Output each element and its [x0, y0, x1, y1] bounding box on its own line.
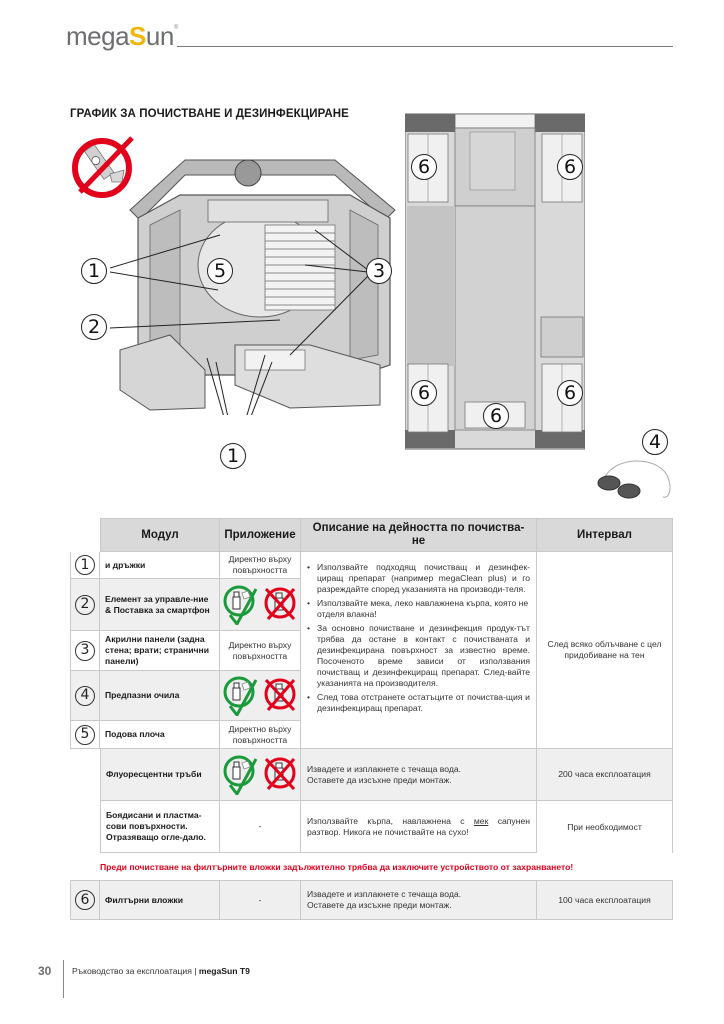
filters-description-line: Оставете да изсъхне преди монтаж.: [307, 900, 452, 910]
callout-2-control-element: 2: [81, 314, 107, 340]
row-number-cell: [70, 631, 100, 671]
row-number-cell: [70, 552, 100, 579]
description-bullet: • След това отстранете остатъците от почиства-щия и дезинфекциращ препарат.: [307, 692, 530, 714]
tubes-description-line: Оставете да изсъхне преди монтаж.: [307, 774, 452, 785]
product-name: megaSun T9: [198, 966, 250, 976]
callout-1-handles: 1: [81, 258, 107, 284]
callout-5-floor-plate: 5: [207, 258, 233, 284]
module-safety-goggles: Предпазни очила: [100, 671, 220, 721]
module-control-element: Елемент за управле-ние & Поставка за смартфон: [100, 579, 220, 631]
tubes-interval: 200 часа експлоатация: [537, 749, 673, 801]
filters-description: [301, 880, 537, 920]
item-number-2: 2: [75, 595, 95, 615]
item-number-6: 6: [75, 890, 95, 910]
application-direct: Директно върху повърхността: [220, 631, 301, 671]
logo-text-prefix: mega: [66, 21, 130, 51]
painted-description: [301, 801, 537, 853]
shared-description: [301, 552, 537, 749]
registered-mark: ®: [173, 25, 178, 31]
row-number-cell: [70, 880, 100, 920]
megasun-logo: [66, 21, 178, 52]
section-title: ГРАФИК ЗА ПОЧИСТВАНЕ И ДЕЗИНФЕКЦИРАНЕ: [70, 108, 349, 120]
item-number-3: 3: [75, 641, 95, 661]
module-fluorescent-tubes: Флуоресцентни тръби: [100, 749, 220, 801]
item-number-5: 5: [75, 725, 95, 745]
item-number-1: 1: [75, 555, 95, 575]
spray-on-cloth-allowed-icon: [222, 585, 258, 625]
header-application: Приложение: [220, 518, 301, 552]
filter-warning: Преди почистване на филтърните вложки задължително трябва да изключите устройството от захранването!: [100, 862, 574, 872]
module-painted-surfaces: Боядисани и пластма-сови повърхности. Отразяващо огле-дало.: [100, 801, 220, 853]
application-direct: Директно върху повърхността: [220, 721, 301, 749]
callout-1-handles-bottom: 1: [220, 443, 246, 469]
painted-description-text: Използвайте кърпа, навлажнена с: [307, 815, 474, 826]
spray-direct-forbidden-icon: [262, 585, 298, 625]
safety-goggles-illustration: [595, 455, 675, 505]
callout-6-filter-bottom-right: 6: [557, 380, 583, 406]
callout-6-filter-bottom-center: 6: [483, 403, 509, 429]
header-rule: [177, 46, 673, 47]
callout-3-acrylic-panels: 3: [366, 258, 392, 284]
page-number: 30: [38, 964, 52, 978]
tubes-description-line: Извадете и изплакнете с течаща вода.: [307, 763, 462, 774]
solarium-front-illustration: [110, 140, 410, 415]
callout-6-filter-top-left: 6: [411, 154, 437, 180]
callout-6-filter-bottom-left: 6: [411, 380, 437, 406]
header-interval: Интервал: [537, 518, 673, 552]
description-bullet: • За основно почистване и дезинфекция продук-тът трябва да остане в контакт с почистваната и дезинфекцирана повърхност за известно време. Посоченото време зависи от използвания почистващ и дезинфекциращ препарат. След-вайте указанията на производителя.: [307, 623, 530, 689]
filters-description-line: Извадете и изплакнете с течаща вода.: [307, 889, 462, 899]
logo-text-accent: S: [129, 21, 146, 51]
callout-4-goggles: 4: [642, 429, 668, 455]
row-number-cell: [70, 721, 100, 749]
spray-on-cloth-allowed-icon: [222, 755, 258, 795]
application-none: -: [220, 801, 301, 853]
callout-6-filter-top-right: 6: [557, 154, 583, 180]
module-handles: и дръжки: [100, 552, 220, 579]
spray-on-cloth-allowed-icon: [222, 676, 258, 716]
header-description: Описание на дейността по почиства-не: [301, 518, 537, 552]
row-number-cell: [70, 671, 100, 721]
application-icons: [220, 579, 301, 631]
footer-rule: [63, 960, 64, 998]
application-none: -: [220, 880, 301, 920]
module-filter-inserts: Филтърни вложки: [100, 880, 220, 920]
application-icons: [220, 671, 301, 721]
painted-interval: При необходимост: [537, 801, 673, 853]
row-number-cell: [70, 579, 100, 631]
painted-description-emphasis: мек: [473, 815, 489, 826]
description-bullet: • Използвайте мека, леко навлажнена кърпа, която не отделя влакна!: [307, 598, 530, 620]
spray-direct-forbidden-icon: [262, 676, 298, 716]
spray-direct-forbidden-icon: [262, 755, 298, 795]
filters-interval: 100 часа експлоатация: [537, 880, 673, 920]
application-icons: [220, 749, 301, 801]
description-bullet: • Използвайте подходящ почистващ и дезинфек-циращ препарат (например megaClean plus) и го разреждайте според указанията на производи-теля.: [307, 562, 530, 595]
manual-label: Ръководство за експлоатация |: [72, 966, 199, 976]
shared-interval: След всяко облъчване с цел придобиване на тен: [537, 552, 673, 749]
header-module: Модул: [100, 518, 220, 552]
tubes-description: [301, 749, 537, 801]
module-acrylic-panels: Акрилни панели (задна стена; врати; странични панели): [100, 631, 220, 671]
item-number-4: 4: [75, 686, 95, 706]
logo-text-suffix: un: [145, 21, 174, 51]
footer-text: [72, 966, 250, 976]
application-direct: Директно върху повърхността: [220, 552, 301, 579]
module-floor-plate: Подова плоча: [100, 721, 220, 749]
painted-description-text: сапунен разтвор. Никога не почиствайте на сухо!: [307, 815, 530, 837]
